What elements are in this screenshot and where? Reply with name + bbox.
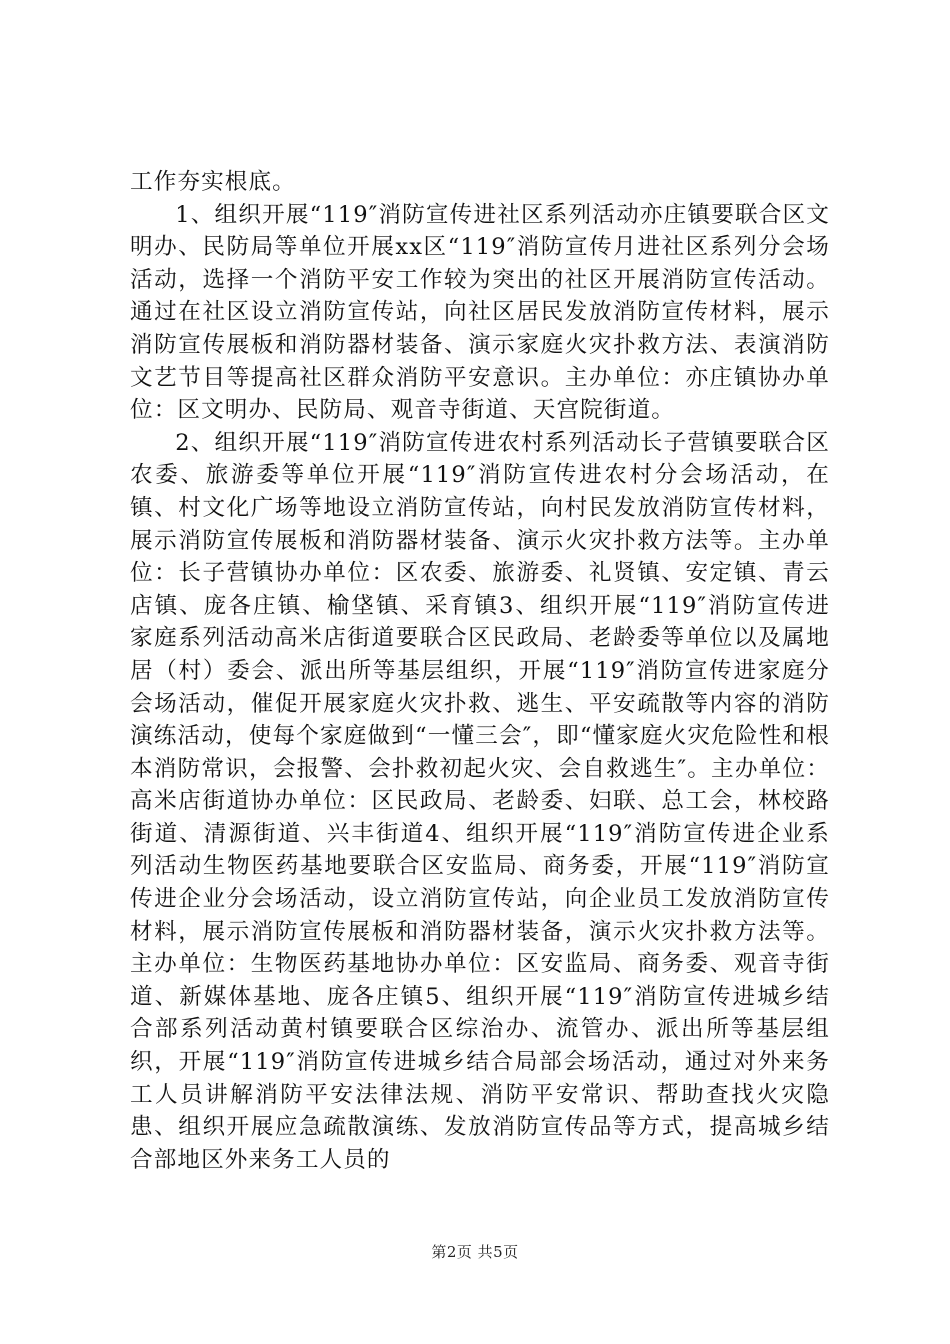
paragraph-continuation: 工作夯实根底。	[130, 169, 296, 195]
paragraph-community-activity: 1、组织开展“119″消防宣传进社区系列活动亦庄镇要联合区文明办、民防局等单位开展xx区“119″消防宣传月进社区系列分会场活动，选择一个消防平安工作较为突出的社区开展消防宣传活动。通过在社区设立消防宣传站，向社区居民发放消防宣传材料，展示消防宣传展板和消防器材装备、演示家庭火灾扑救方法、表演消防文艺节目等提高社区群众消防平安意识。主办单位：亦庄镇协办单位：区文明办、民防局、观音寺街道、天宫院街道。	[130, 201, 830, 424]
document-body	[130, 166, 830, 1176]
page-number: 第2页 共5页	[431, 1243, 519, 1261]
page-footer	[0, 1241, 950, 1262]
paragraph-village-family-enterprise-activities: 2、组织开展“119″消防宣传进农村系列活动长子营镇要联合区农委、旅游委等单位开展“119″消防宣传进农村分会场活动，在镇、村文化广场等地设立消防宣传站，向村民发放消防宣传材料，展示消防宣传展板和消防器材装备、演示火灾扑救方法等。主办单位：长子营镇协办单位：区农委、旅游委、礼贤镇、安定镇、青云店镇、庞各庄镇、榆垡镇、采育镇3、组织开展“119″消防宣传进家庭系列活动高米店街道要联合区民政局、老龄委等单位以及属地居（村）委会、派出所等基层组织，开展“119″消防宣传进家庭分会场活动，催促开展家庭火灾扑救、逃生、平安疏散等内容的消防演练活动，使每个家庭做到“一懂三会″，即“懂家庭火灾危险性和根本消防常识，会报警、会扑救初起火灾、会自救逃生″。主办单位：高米店街道协办单位：区民政局、老龄委、妇联、总工会，林校路街道、清源街道、兴丰街道4、组织开展“119″消防宣传进企业系列活动生物医药基地要联合区安监局、商务委，开展“119″消防宣传进企业分会场活动，设立消防宣传站，向企业员工发放消防宣传材料，展示消防宣传展板和消防器材装备，演示火灾扑救方法等。主办单位：生物医药基地协办单位：区安监局、商务委、观音寺街道、新媒体基地、庞各庄镇5、组织开展“119″消防宣传进城乡结合部系列活动黄村镇要联合区综治办、流管办、派出所等基层组织，开展“119″消防宣传进城乡结合局部会场活动，通过对外来务工人员讲解消防平安法律法规、消防平安常识、帮助查找火灾隐患、组织开展应急疏散演练、发放消防宣传品等方式，提高城乡结合部地区外来务工人员的	[130, 429, 830, 1173]
